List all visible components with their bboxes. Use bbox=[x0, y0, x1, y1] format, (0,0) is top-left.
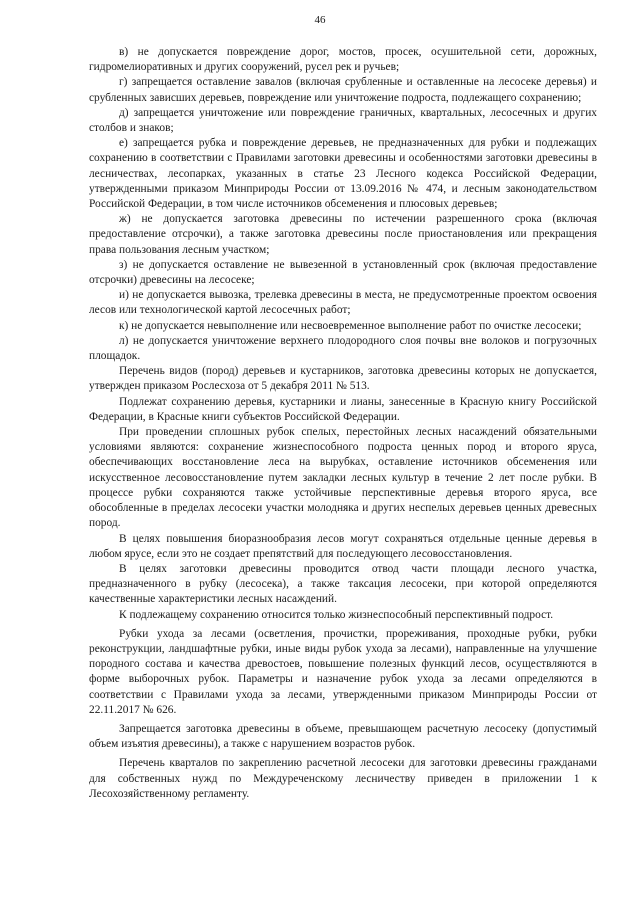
paragraph-i: и) не допускается вывозка, трелевка древесины в места, не предусмотренные проектом освоения лесов или технологической картой лесосечных работ; bbox=[89, 289, 597, 317]
paragraph-quarter-list: Перечень кварталов по закреплению расчетной лесосеки для заготовки древесины гражданами для собственных нужд по Междуреченскому лесничеству приведен в приложении 1 к Лесохозяйственному регламенту. bbox=[89, 757, 597, 800]
paragraph-allotment: В целях заготовки древесины проводится отвод части площади лесного участка, предназначенного в рубку (лесосека), а также таксация лесосеки, при которой определяются качественные характеристики лесных насаждений. bbox=[89, 562, 597, 606]
paragraph-species-list: Перечень видов (пород) деревьев и кустарников, заготовка древесины которых не допускается, утвержден приказом Рослесхоза от 5 декабря 2011 № 513. bbox=[89, 365, 597, 393]
paragraph-red-book: Подлежат сохранению деревья, кустарники и лианы, занесенные в Красную книгу Российской Федерации, в Красные книги субъектов Российской Федерации. bbox=[89, 395, 597, 423]
paragraph-d: д) запрещается уничтожение или повреждение граничных, квартальных, лесосечных и других столбов и знаков; bbox=[89, 106, 597, 135]
paragraph-k: к) не допускается невыполнение или несвоевременное выполнение работ по очистке лесосеки; bbox=[119, 319, 582, 332]
paragraph-thinning: Рубки ухода за лесами (осветления, прочистки, прореживания, проходные рубки, рубки реконструкции, ландшафтные рубки, иные виды рубок ухода за лесами), направленные на улучшение породного состава и качества древостоев, повышение полезных функций лесов, осуществляются в форме выборочных рубок. Параметры и назначение рубок ухода за лесами определяются в соответствии с Правилами ухода за лесами, утвержденными приказом Минприроды России от 22.11.2017 № 626. bbox=[89, 627, 597, 716]
paragraph-g: г) запрещается оставление завалов (включая срубленные и оставленные на лесосеке деревья) и срубленных зависших деревьев, повреждение или уничтожение подроста, подлежащего сохранению; bbox=[89, 76, 597, 104]
paragraph-clear-cutting: При проведении сплошных рубок спелых, перестойных лесных насаждений обязательными условиями являются: сохранение жизнеспособного подроста ценных пород и второго яруса, обеспечивающих восстановление леса на вырубках, оставление источников обсеменения или искусственное лесовосстановление путем закладки лесных культур в течение 2 лет после рубки. В процессе рубки сохраняются также устойчивые перспективные деревья второго яруса, все обособленные в пределах лесосеки участки молодняка и других неспелых деревьев ценных древесных пород. bbox=[89, 426, 597, 530]
body-text bbox=[89, 45, 597, 802]
paragraph-undergrowth: К подлежащему сохранению относится только жизнеспособный перспективный подрост. bbox=[119, 608, 554, 621]
paragraph-prohibition: Запрещается заготовка древесины в объеме, превышающем расчетную лесосеку (допустимый объем изъятия древесины), а также с нарушением возрастов рубок. bbox=[89, 722, 597, 751]
paragraph-e: е) запрещается рубка и повреждение деревьев, не предназначенных для рубки и подлежащих сохранению в соответствии с Правилами заготовки древесины и особенностями заготовки древесины в лесничествах, лесопарках, указанных в статье 23 Лесного кодекса Российской Федерации, утвержденными приказом Минприроды России от 13.09.2016 № 474, и лесным законодательством Российской Федерации, в том числе источников обсеменения и плюсовых деревьев; bbox=[89, 137, 597, 211]
paragraph-l: л) не допускается уничтожение верхнего плодородного слоя почвы вне волоков и погрузочных площадок. bbox=[89, 334, 597, 363]
page-number: 46 bbox=[314, 14, 326, 26]
paragraph-zh: ж) не допускается заготовка древесины по истечении разрешенного срока (включая предоставление отсрочки), а также заготовка древесины после приостановления или прекращения права пользования лесным участком; bbox=[89, 213, 597, 256]
paragraph-biodiversity: В целях повышения биоразнообразия лесов могут сохраняться отдельные ценные деревья в любом ярусе, если это не создает препятствий для последующего лесовосстановления. bbox=[89, 532, 597, 560]
paragraph-z: з) не допускается оставление не вывезенной в установленный срок (включая предоставление отсрочки) древесины на лесосеке; bbox=[89, 258, 597, 287]
paragraph-v: в) не допускается повреждение дорог, мостов, просек, осушительной сети, дорожных, гидромелиоративных и других сооружений, русел рек и ручьев; bbox=[89, 46, 597, 74]
